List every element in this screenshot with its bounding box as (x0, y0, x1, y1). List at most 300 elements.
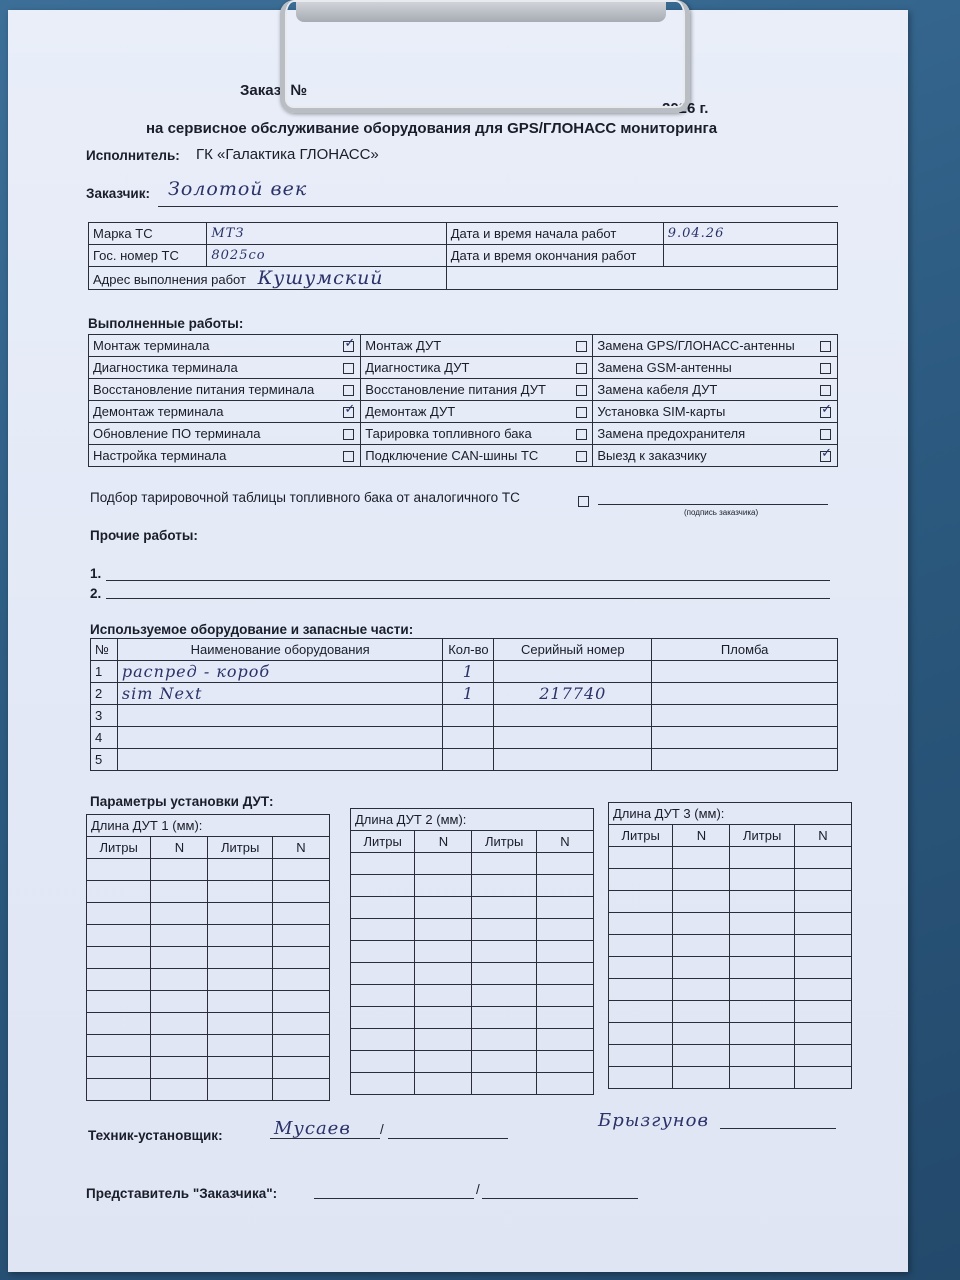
equipment-title: Используемое оборудование и запасные части: (90, 622, 414, 637)
dut-cell (351, 1073, 415, 1095)
dut-table-2 (350, 808, 594, 1095)
dut-cell (472, 941, 536, 963)
start-value: 9.04.26 (663, 223, 837, 245)
address-cell (89, 267, 447, 290)
customer-signature-line (598, 504, 828, 505)
work-checkbox[interactable] (576, 429, 587, 440)
dut-cell (472, 875, 536, 897)
dut-cell (472, 897, 536, 919)
other-works-title: Прочие работы: (90, 528, 198, 543)
work-checkbox[interactable] (343, 451, 354, 462)
dut-cell (794, 1023, 851, 1045)
dut-cell (794, 957, 851, 979)
dut-cell (415, 1051, 472, 1073)
work-item-checkbox-cell (339, 445, 360, 467)
dut-cell (415, 897, 472, 919)
plate-value: 8025со (207, 245, 446, 267)
dut-cell (272, 1057, 329, 1079)
dut-cell (673, 979, 730, 1001)
dut-cell (536, 875, 593, 897)
dut-title: Параметры установки ДУТ: (90, 794, 274, 809)
dut-col-header: Литры (609, 825, 673, 847)
dut-cell (208, 1013, 272, 1035)
work-item (89, 423, 340, 445)
technician-label: Техник-установщик: (88, 1128, 223, 1143)
equipment-cell (652, 705, 838, 727)
dut-cell (794, 979, 851, 1001)
dut-cell (794, 869, 851, 891)
dut-col-header: Литры (87, 837, 151, 859)
dut-col-header: N (272, 837, 329, 859)
dut-cell (415, 1007, 472, 1029)
dut-cell (609, 869, 673, 891)
equipment-header: Кол-во (443, 639, 494, 661)
equipment-row-number: 5 (91, 749, 118, 771)
dut-cell (536, 963, 593, 985)
dut-cell (415, 985, 472, 1007)
dut-cell (272, 1013, 329, 1035)
work-checkbox[interactable] (343, 429, 354, 440)
technician-signature: Брызгунов (598, 1110, 709, 1131)
work-item (361, 379, 572, 401)
work-checkbox[interactable] (576, 363, 587, 374)
dut-cell (415, 963, 472, 985)
dut-cell (151, 1013, 208, 1035)
dut-cell (87, 1035, 151, 1057)
dut-cell (415, 875, 472, 897)
dut-cell (609, 979, 673, 1001)
work-item-label: Тарировка топливного бака (365, 426, 532, 441)
work-item (361, 445, 572, 467)
customer-value: Золотой век (168, 178, 308, 200)
dut-cell (730, 869, 794, 891)
work-item (361, 335, 572, 357)
works-table (88, 334, 838, 467)
dut-cell (794, 1067, 851, 1089)
equipment-header: Серийный номер (494, 639, 652, 661)
work-item-label: Демонтаж терминала (93, 404, 224, 419)
dut-cell (673, 847, 730, 869)
work-item-checkbox-cell (339, 379, 360, 401)
equipment-cell: распред - короб (117, 661, 443, 683)
equipment-cell (443, 727, 494, 749)
dut-cell (794, 1045, 851, 1067)
dut-cell (151, 947, 208, 969)
work-item-label: Замена GSM-антенны (597, 360, 732, 375)
dut-cell (208, 859, 272, 881)
dut-cell (351, 963, 415, 985)
equipment-cell (117, 727, 443, 749)
dut-cell (151, 881, 208, 903)
work-item-label: Восстановление питания ДУТ (365, 382, 546, 397)
end-value (663, 245, 837, 267)
address-label: Адрес выполнения работ (93, 272, 246, 287)
dut-cell (272, 991, 329, 1013)
work-item (89, 357, 340, 379)
dut-cell (472, 1029, 536, 1051)
dut-cell (730, 1045, 794, 1067)
work-item-label: Восстановление питания терминала (93, 382, 315, 397)
dut-cell (609, 1045, 673, 1067)
equipment-cell (652, 749, 838, 771)
dut-cell (151, 1079, 208, 1101)
signature-caption: (подпись заказчика) (684, 508, 759, 517)
dut-cell (87, 1079, 151, 1101)
equipment-cell (652, 727, 838, 749)
dut-cell (208, 947, 272, 969)
work-item-checkbox-cell (816, 335, 837, 357)
dut-cell (351, 1051, 415, 1073)
dut-cell (609, 913, 673, 935)
work-item-checkbox-cell (816, 401, 837, 423)
dut-cell (272, 1035, 329, 1057)
equipment-cell: 1 (443, 683, 494, 705)
work-item-checkbox-cell (572, 357, 593, 379)
plate-label: Гос. номер ТС (89, 245, 207, 267)
dut-cell (730, 935, 794, 957)
work-item (89, 445, 340, 467)
vehicle-table (88, 222, 838, 290)
dut-cell (272, 1079, 329, 1101)
dut-cell (87, 925, 151, 947)
other-works-line1 (106, 580, 830, 581)
dut-cell (536, 985, 593, 1007)
dut-cell (730, 1023, 794, 1045)
dut-cell (794, 847, 851, 869)
dut-cell (673, 891, 730, 913)
equipment-cell (494, 705, 652, 727)
other-works-line2-label: 2. (90, 586, 102, 601)
service-order-form (8, 10, 908, 1272)
tank-table-label: Подбор тарировочной таблицы топливного бака от аналогичного ТС (90, 490, 520, 505)
dut-cell (208, 1079, 272, 1101)
equipment-cell (494, 661, 652, 683)
work-checkbox[interactable] (820, 363, 831, 374)
dut-cell (472, 1007, 536, 1029)
start-label: Дата и время начала работ (446, 223, 663, 245)
equipment-cell (443, 705, 494, 727)
dut-cell (536, 919, 593, 941)
dut-cell (208, 881, 272, 903)
executor-label: Исполнитель: (86, 148, 180, 163)
brand-value: МТЗ (207, 223, 446, 245)
work-checkbox[interactable] (576, 451, 587, 462)
dut-cell (609, 957, 673, 979)
dut-cell (536, 1007, 593, 1029)
dut-cell (351, 875, 415, 897)
address-value: Кушумский (257, 267, 384, 289)
dut-cell (673, 869, 730, 891)
dut-cell (609, 891, 673, 913)
dut-cell (609, 1001, 673, 1023)
form-title-number: Заказ- № (240, 82, 308, 99)
work-checkbox[interactable] (343, 341, 354, 352)
equipment-cell (494, 749, 652, 771)
dut-cell (472, 963, 536, 985)
clipboard-clip (280, 0, 690, 113)
dut-cell (536, 853, 593, 875)
work-item-label: Диагностика ДУТ (365, 360, 470, 375)
work-item (361, 423, 572, 445)
work-item-label: Выезд к заказчику (597, 448, 707, 463)
equipment-cell: 1 (443, 661, 494, 683)
technician-sign-line (720, 1128, 836, 1129)
dut-table-3 (608, 802, 852, 1089)
work-item (361, 357, 572, 379)
dut-cell (272, 925, 329, 947)
works-title: Выполненные работы: (88, 316, 244, 331)
slash: / (380, 1122, 384, 1137)
work-item-checkbox-cell (572, 401, 593, 423)
dut-cell (730, 1001, 794, 1023)
work-item-checkbox-cell (339, 357, 360, 379)
work-checkbox[interactable] (820, 407, 831, 418)
technician-name: Мусаев (274, 1118, 351, 1139)
work-item-checkbox-cell (339, 423, 360, 445)
work-item-label: Обновление ПО терминала (93, 426, 261, 441)
work-checkbox[interactable] (343, 407, 354, 418)
dut-cell (151, 1057, 208, 1079)
dut-cell (609, 1067, 673, 1089)
dut-cell (472, 1051, 536, 1073)
equipment-cell (652, 661, 838, 683)
dut-cell (673, 1001, 730, 1023)
dut-cell (730, 847, 794, 869)
dut-cell (151, 1035, 208, 1057)
dut-cell (208, 991, 272, 1013)
customer-rep-line1 (314, 1198, 474, 1199)
dut-cell (208, 925, 272, 947)
dut-cell (609, 935, 673, 957)
work-item (593, 335, 816, 357)
technician-name-line (270, 1138, 380, 1139)
customer-line (158, 206, 838, 207)
work-item-checkbox-cell (816, 445, 837, 467)
equipment-header: № (91, 639, 118, 661)
dut-cell (87, 1057, 151, 1079)
dut-cell (351, 1029, 415, 1051)
work-item-label: Настройка терминала (93, 448, 227, 463)
work-item (89, 401, 340, 423)
work-checkbox[interactable] (820, 451, 831, 462)
tank-table-checkbox[interactable] (578, 496, 589, 507)
work-item (593, 379, 816, 401)
work-item-checkbox-cell (572, 445, 593, 467)
dut-cell (87, 969, 151, 991)
dut-cell (351, 941, 415, 963)
work-item-label: Замена предохранителя (597, 426, 746, 441)
work-item (593, 423, 816, 445)
dut-cell (351, 985, 415, 1007)
work-item-label: Установка SIM-карты (597, 404, 726, 419)
dut-col-header: N (415, 831, 472, 853)
dut-cell (151, 859, 208, 881)
dut-cell (87, 881, 151, 903)
equipment-cell (443, 749, 494, 771)
equipment-row-number: 3 (91, 705, 118, 727)
equipment-row-number: 4 (91, 727, 118, 749)
dut-cell (536, 1029, 593, 1051)
dut-cell (794, 913, 851, 935)
address-empty (446, 267, 837, 290)
dut-cell (151, 903, 208, 925)
dut-cell (794, 1001, 851, 1023)
equipment-table (90, 638, 838, 771)
end-label: Дата и время окончания работ (446, 245, 663, 267)
work-checkbox[interactable] (343, 363, 354, 374)
dut-cell (536, 1073, 593, 1095)
dut-cell (673, 1067, 730, 1089)
customer-label: Заказчик: (86, 186, 150, 201)
work-item-checkbox-cell (572, 423, 593, 445)
work-checkbox[interactable] (343, 385, 354, 396)
dut-col-header: N (794, 825, 851, 847)
dut-cell (351, 853, 415, 875)
work-item-checkbox-cell (339, 401, 360, 423)
dut-cell (673, 1023, 730, 1045)
dut-cell (472, 919, 536, 941)
equipment-row-number: 2 (91, 683, 118, 705)
customer-rep-line2 (482, 1198, 638, 1199)
dut-cell (272, 903, 329, 925)
customer-rep-label: Представитель "Заказчика": (86, 1186, 278, 1201)
work-checkbox[interactable] (820, 429, 831, 440)
dut-cell (673, 1045, 730, 1067)
dut-cell (415, 1029, 472, 1051)
work-item (593, 401, 816, 423)
dut-cell (609, 1023, 673, 1045)
work-item-checkbox-cell (816, 423, 837, 445)
dut-col-header: N (673, 825, 730, 847)
dut-cell (272, 947, 329, 969)
dut-cell (794, 891, 851, 913)
dut-cell (609, 847, 673, 869)
work-checkbox[interactable] (820, 341, 831, 352)
dut-cell (208, 1035, 272, 1057)
dut-cell (415, 853, 472, 875)
equipment-cell (117, 705, 443, 727)
dut-col-header: Литры (351, 831, 415, 853)
dut-cell (415, 919, 472, 941)
equipment-header: Наименование оборудования (117, 639, 443, 661)
form-title-year: 2026 г. (662, 100, 709, 117)
work-item-label: Монтаж ДУТ (365, 338, 442, 353)
dut-cell (87, 903, 151, 925)
dut-col-header: Литры (472, 831, 536, 853)
work-item (89, 379, 340, 401)
other-works-line1-label: 1. (90, 566, 102, 581)
equipment-row-number: 1 (91, 661, 118, 683)
dut-cell (794, 935, 851, 957)
dut-cell (730, 957, 794, 979)
executor-value: ГК «Галактика ГЛОНАСС» (196, 146, 379, 163)
dut-cell (536, 941, 593, 963)
dut-cell (272, 969, 329, 991)
dut-table-1 (86, 814, 330, 1101)
dut-cell (208, 1057, 272, 1079)
dut-cell (87, 859, 151, 881)
dut-caption: Длина ДУТ 1 (мм): (87, 815, 330, 837)
equipment-cell (494, 727, 652, 749)
dut-caption: Длина ДУТ 2 (мм): (351, 809, 594, 831)
dut-cell (351, 919, 415, 941)
work-item-checkbox-cell (339, 335, 360, 357)
dut-cell (351, 1007, 415, 1029)
work-checkbox[interactable] (576, 385, 587, 396)
dut-cell (208, 903, 272, 925)
dut-cell (87, 1013, 151, 1035)
dut-cell (536, 1051, 593, 1073)
dut-cell (208, 969, 272, 991)
dut-cell (472, 853, 536, 875)
dut-cell (673, 935, 730, 957)
work-checkbox[interactable] (576, 407, 587, 418)
dut-cell (415, 1073, 472, 1095)
dut-cell (151, 969, 208, 991)
work-item-checkbox-cell (816, 379, 837, 401)
equipment-cell (117, 749, 443, 771)
dut-cell (730, 891, 794, 913)
dut-cell (87, 947, 151, 969)
dut-col-header: Литры (208, 837, 272, 859)
dut-cell (272, 881, 329, 903)
work-item (593, 445, 816, 467)
dut-cell (730, 1067, 794, 1089)
dut-caption: Длина ДУТ 3 (мм): (609, 803, 852, 825)
dut-cell (472, 1073, 536, 1095)
work-item-label: Демонтаж ДУТ (365, 404, 456, 419)
dut-cell (673, 957, 730, 979)
dut-col-header: Литры (730, 825, 794, 847)
technician-line2 (388, 1138, 508, 1139)
work-item (89, 335, 340, 357)
equipment-header: Пломба (652, 639, 838, 661)
equipment-cell: 217740 (494, 683, 652, 705)
work-checkbox[interactable] (820, 385, 831, 396)
dut-cell (415, 941, 472, 963)
work-item (593, 357, 816, 379)
work-item-checkbox-cell (572, 335, 593, 357)
work-item (361, 401, 572, 423)
dut-cell (673, 913, 730, 935)
dut-cell (730, 979, 794, 1001)
slash: / (476, 1182, 480, 1197)
dut-col-header: N (536, 831, 593, 853)
form-title: на сервисное обслуживание оборудования для GPS/ГЛОНАСС мониторинга (146, 120, 718, 137)
dut-cell (536, 897, 593, 919)
equipment-cell (652, 683, 838, 705)
dut-col-header: N (151, 837, 208, 859)
equipment-cell: sim Next (117, 683, 443, 705)
work-checkbox[interactable] (576, 341, 587, 352)
dut-cell (730, 913, 794, 935)
work-item-checkbox-cell (572, 379, 593, 401)
work-item-label: Замена GPS/ГЛОНАСС-антенны (597, 338, 795, 353)
dut-cell (151, 925, 208, 947)
dut-cell (151, 991, 208, 1013)
other-works-line2 (106, 598, 830, 599)
dut-cell (351, 897, 415, 919)
dut-cell (272, 859, 329, 881)
work-item-label: Диагностика терминала (93, 360, 238, 375)
dut-cell (472, 985, 536, 1007)
work-item-checkbox-cell (816, 357, 837, 379)
dut-cell (87, 991, 151, 1013)
work-item-label: Подключение CAN-шины ТС (365, 448, 539, 463)
work-item-label: Замена кабеля ДУТ (597, 382, 718, 397)
brand-label: Марка ТС (89, 223, 207, 245)
work-item-label: Монтаж терминала (93, 338, 210, 353)
